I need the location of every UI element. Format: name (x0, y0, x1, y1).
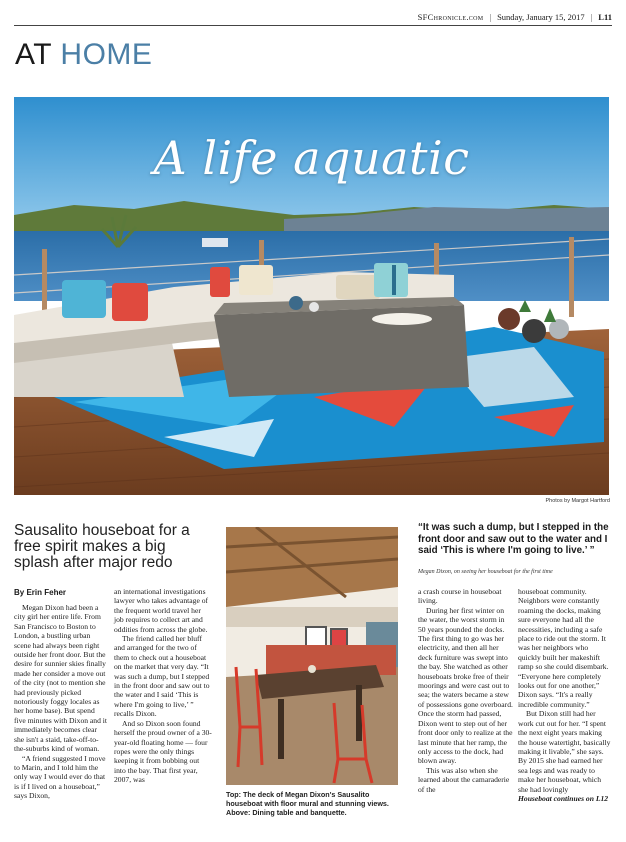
paragraph: a crash course in houseboat living. (418, 587, 502, 606)
article-column-2 (114, 587, 212, 785)
masthead (14, 8, 612, 26)
photo-credit: Photos by Margot Hartford (545, 498, 610, 504)
paragraph: This was also when she learned about the camaraderie of the (418, 765, 510, 794)
masthead-separator: | (590, 11, 593, 22)
masthead-separator: | (489, 11, 492, 22)
hero-title: A life aquatic (153, 131, 470, 185)
pull-quote: “It was such a dump, but I stepped in the front door and saw out to the water and I said ‘This is where I'm going to live.’ ” (418, 522, 609, 556)
paragraph: Megan Dixon had been a city girl her entire life. From San Francisco to Boston to London, a bustling urban scene had always been right outside her front door. But the desire for sunnier skies finally made her consider a move out of the city (not to mention she had previously picked notoriously foggy locales as her home base). But spend five minutes with Dixon and it immediately becomes clear she isn't a staid, take-off-to-the-suburbs kind of woman. (14, 603, 108, 754)
paragraph: But Dixon still had her work cut out for her. “I spent the next eight years making the house watertight, basically making it livable,” she says. By 2015 she had earned her sea legs and was ready to make her houseboat, which she had lovingly (518, 709, 611, 794)
hero-photo (14, 97, 609, 495)
paragraph: “A friend suggested I move to Marin, and I told him the only way I would ever do that is if I lived on a houseboat,” says Dixon, (14, 753, 106, 801)
article-column-4 (518, 587, 612, 803)
dining-room-illustration (226, 527, 398, 785)
dining-photo (226, 527, 398, 785)
page-number: L11 (598, 11, 612, 22)
paragraph: The friend called her bluff and arranged for the two of them to check out a houseboat on the market that very day. “It was such a dump, but I stepped in the front door and saw out to the water and I said ‘This is where I'm going to live,’ ” recalls Dixon. (114, 634, 210, 719)
article-column-3 (418, 587, 514, 794)
section-title (15, 38, 152, 72)
paragraph: During her first winter on the water, the worst storm in 50 years pounded the docks. The first thing to go was her electricity, and then all her deck furniture was swept into the bay. She watched as other houseboats broke free of their moorings and were cast out to sea; the waters became a stew of possessions gone overboard. Once the storm had passed, Dixon went to step out of her front door only to realize at the last minute that her ramp, the only access to the dock, had blown away. (418, 605, 513, 766)
photo-caption: Top: The deck of Megan Dixon's Sausalito houseboat with floor mural and stunning views. Above: Dining table and banquette. (226, 790, 389, 817)
section-title-home: HOME (60, 38, 153, 71)
issue-date: Sunday, January 15, 2017 (497, 11, 585, 22)
article-headline: Sausalito houseboat for a free spirit makes a big splash after major redo (14, 522, 190, 571)
paragraph: an international investigations lawyer who takes advantage of the frequent world travel her job requires to collect art and oddities from across the globe. (114, 587, 209, 634)
pull-quote-attribution: Megan Dixon, on seeing her houseboat for the first time (418, 569, 553, 575)
paragraph: And so Dixon soon found herself the proud owner of a 30-year-old floating home — four ropes were the only things keeping it from bobbing out into the bay. That first year, 2007, was (114, 718, 212, 785)
paragraph: houseboat community. Neighbors were constantly roaming the docks, making sure everyone had all the necessities, including a safe place to ride out the storm. It was her neighbors who quickly built her makeshift ramp so she could disembark. “Everyone here completely looks out for one another,” Dixon says. “It's a really incredible community.” (518, 587, 609, 709)
section-title-at: AT (15, 38, 52, 71)
publication-name: SFChronicle.com (417, 11, 484, 22)
byline: By Erin Feher (14, 588, 67, 597)
article-column-1 (14, 603, 107, 801)
continuation-link[interactable]: Houseboat continues on L12 (518, 793, 609, 803)
